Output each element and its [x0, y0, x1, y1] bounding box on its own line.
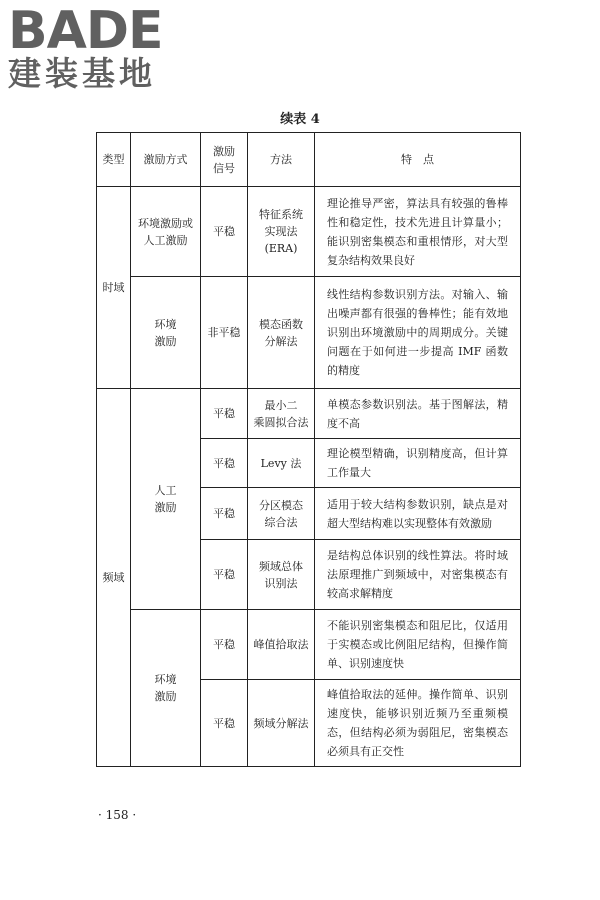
domain-time-cell: 时域: [97, 187, 131, 389]
domain-freq-cell: 频域: [97, 389, 131, 767]
feature-cell: 线性结构参数识别方法。对输入、输出噪声都有很强的鲁棒性；能有效地识别出环境激励中的周期成分。关键问题在于如何进一步提高 IMF 函数的精度: [315, 277, 521, 389]
method-cell: 模态函数 分解法: [248, 277, 315, 389]
header-method: 方法: [248, 133, 315, 187]
table-header-row: [97, 133, 521, 187]
feature-cell: 单模态参数识别法。基于图解法，精度不高: [315, 389, 521, 439]
table-row: [97, 610, 521, 680]
signal-cell: 平稳: [201, 389, 248, 439]
table-row: [97, 389, 521, 439]
logo-subtitle: 建装基地: [8, 54, 156, 93]
feature-cell: 峰值拾取法的延伸。操作简单、识别速度快，能够识别近频乃至重频模态，但结构必须为弱阻尼，密集模态必须具有正交性: [315, 680, 521, 767]
signal-cell: 平稳: [201, 610, 248, 680]
header-type: 类型: [97, 133, 131, 187]
feature-cell: 理论模型精确，识别精度高，但计算工作量大: [315, 439, 521, 488]
signal-cell: 非平稳: [201, 277, 248, 389]
feature-cell: 不能识别密集模态和阻尼比，仅适用于实模态或比例阻尼结构，但操作简单、识别速度快: [315, 610, 521, 680]
method-cell: Levy 法: [248, 439, 315, 488]
brand-logo: [8, 1, 163, 93]
comparison-table: [96, 132, 521, 767]
header-excitation-mode: 激励方式: [131, 133, 201, 187]
header-excitation-signal: 激励 信号: [201, 133, 248, 187]
signal-cell: 平稳: [201, 187, 248, 277]
logo-brand-text: BADE: [8, 1, 163, 61]
method-cell: 峰值拾取法: [248, 610, 315, 680]
method-cell: 最小二 乘圆拟合法: [248, 389, 315, 439]
page-number: · 158 ·: [98, 808, 137, 822]
signal-cell: 平稳: [201, 680, 248, 767]
table-row: [97, 187, 521, 277]
signal-cell: 平稳: [201, 439, 248, 488]
header-features: 特 点: [315, 133, 521, 187]
method-cell: 频域总体 识别法: [248, 540, 315, 610]
excitation-cell: 环境激励或 人工激励: [131, 187, 201, 277]
excitation-cell: 人工 激励: [131, 389, 201, 610]
feature-cell: 适用于较大结构参数识别，缺点是对超大型结构难以实现整体有效激励: [315, 488, 521, 540]
table-caption: 续表 4: [280, 112, 320, 127]
feature-cell: 是结构总体识别的线性算法。将时域法原理推广到频域中，对密集模态有较高求解精度: [315, 540, 521, 610]
method-cell: 频域分解法: [248, 680, 315, 767]
excitation-cell: 环境 激励: [131, 277, 201, 389]
signal-cell: 平稳: [201, 488, 248, 540]
method-cell: 特征系统 实现法 (ERA): [248, 187, 315, 277]
method-cell: 分区模态 综合法: [248, 488, 315, 540]
excitation-cell: 环境 激励: [131, 610, 201, 767]
table-row: [97, 277, 521, 389]
signal-cell: 平稳: [201, 540, 248, 610]
feature-cell: 理论推导严密，算法具有较强的鲁棒性和稳定性，技术先进且计算量小；能识别密集模态和重根情形，对大型复杂结构效果良好: [315, 187, 521, 277]
